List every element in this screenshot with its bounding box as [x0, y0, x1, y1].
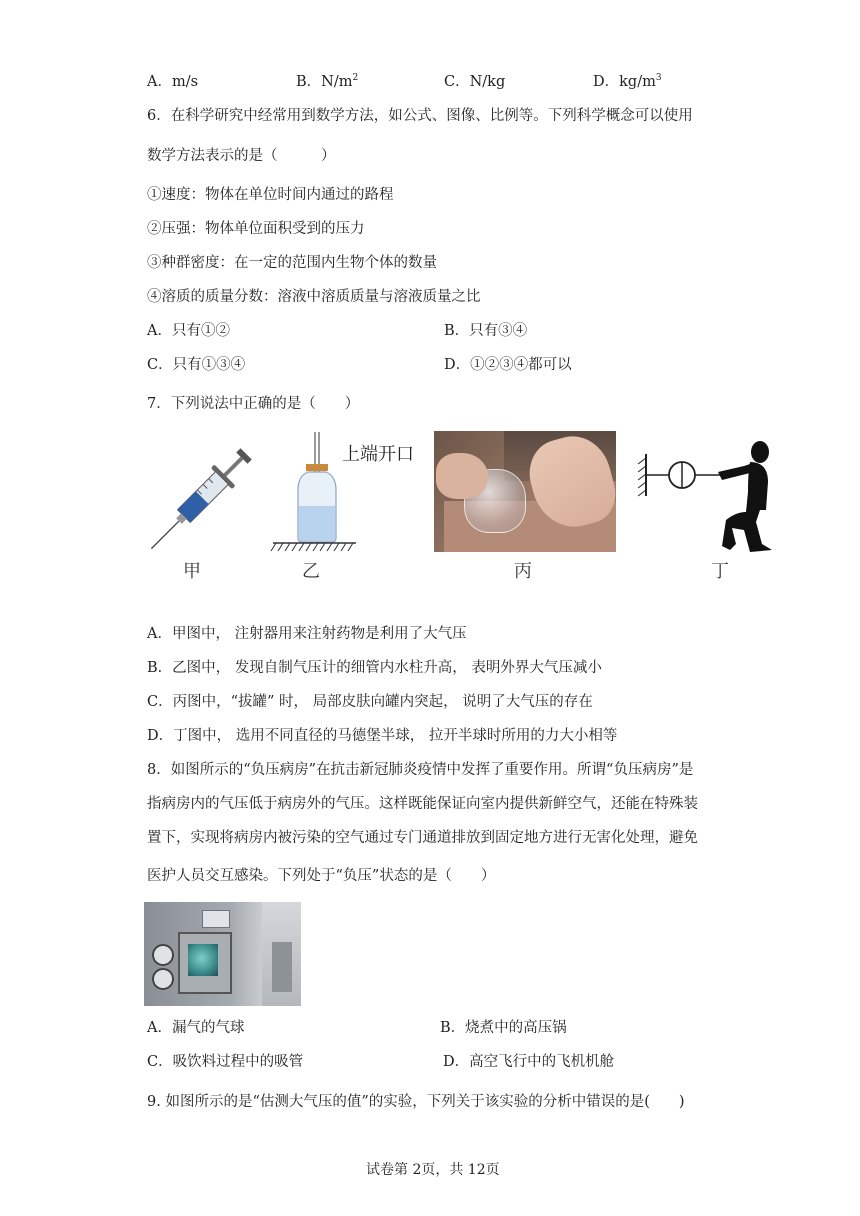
figure-label-yi: 乙 — [302, 561, 320, 582]
q7-stem: 7．下列说法中正确的是（ ） — [147, 396, 360, 412]
q8-option-d: D．高空飞行中的飞机机舱 — [443, 1054, 615, 1070]
q8-stem-line4: 医护人员交互感染。下列处于“负压”状态的是（ ） — [147, 868, 496, 884]
q6-option-a: A．只有①② — [147, 323, 230, 339]
q6-stem-line1: 6．在科学研究中经常用到数学方法，如公式、图像、比例等。下列科学概念可以使用 — [147, 108, 693, 124]
q8-option-c: C．吸饮料过程中的吸管 — [147, 1054, 304, 1070]
figure-label-bing: 丙 — [514, 561, 532, 582]
tension-figure — [632, 432, 782, 557]
person-head — [751, 441, 769, 463]
q6-option-c: C．只有①③④ — [147, 357, 246, 373]
bottle-stopper — [306, 464, 328, 471]
q5-option-c: C．N/kg — [444, 74, 506, 90]
syringe-figure — [148, 440, 258, 555]
bottle-label: 上端开口 — [342, 444, 414, 465]
q6-item-3: ③种群密度：在一定的范围内生物个体的数量 — [147, 255, 437, 271]
figure-label-ding: 丁 — [711, 561, 729, 582]
q5-option-a: A．m/s — [147, 74, 199, 90]
q6-item-1: ①速度：物体在单位时间内通过的路程 — [147, 187, 394, 203]
q5-option-d: D．$kg/m^3$ — [593, 73, 662, 90]
q6-option-d: D．①②③④都可以 — [444, 357, 572, 373]
q7-option-d: D．丁图中， 选用不同直径的马德堡半球， 拉开半球时所用的力大小相等 — [147, 728, 618, 744]
syringe-needle — [151, 521, 179, 549]
q8-option-a: A．漏气的气球 — [147, 1020, 245, 1036]
figure-label-jia: 甲 — [183, 561, 201, 582]
q9-stem: 9. 如图所示的是“估测大气压的值”的实验，下列关于该实验的分析中错误的是( ) — [147, 1094, 685, 1110]
page-footer: 试卷第 2页，共 12页 — [366, 1162, 500, 1178]
q8-stem-line3: 置下，实现将病房内被污染的空气通过专门通道排放到固定地方进行无害化处理，避免 — [147, 830, 698, 846]
left-hand — [436, 453, 488, 499]
syringe-plunger-rod — [222, 457, 243, 478]
q6-item-4: ④溶质的质量分数：溶液中溶质质量与溶液质量之比 — [147, 289, 481, 305]
q7-option-c: C．丙图中，“拔罐” 时， 局部皮肤向罐内突起， 说明了大气压的存在 — [147, 694, 593, 710]
cupping-photo — [434, 431, 616, 552]
q7-option-b: B．乙图中， 发现自制气压计的细管内水柱升高， 表明外界大气压减小 — [147, 660, 602, 676]
q8-option-b: B．烧煮中的高压锅 — [440, 1020, 567, 1036]
q8-stem-line1: 8．如图所示的“负压病房”在抗击新冠肺炎疫情中发挥了重要作用。所谓“负压病房”是 — [147, 762, 694, 778]
q6-stem-line2: 数学方法表示的是（ ） — [147, 148, 336, 164]
q7-option-a: A．甲图中， 注射器用来注射药物是利用了大气压 — [147, 626, 467, 642]
q6-option-b: B．只有③④ — [444, 323, 528, 339]
q5-option-b: B．$N/m^2$ — [296, 73, 359, 90]
q6-item-2: ②压强：物体单位面积受到的压力 — [147, 221, 365, 237]
negative-pressure-room-photo — [144, 902, 301, 1006]
q8-stem-line2: 指病房内的气压低于病房外的气压。这样既能保证向室内提供新鲜空气，还能在特殊装 — [147, 796, 698, 812]
